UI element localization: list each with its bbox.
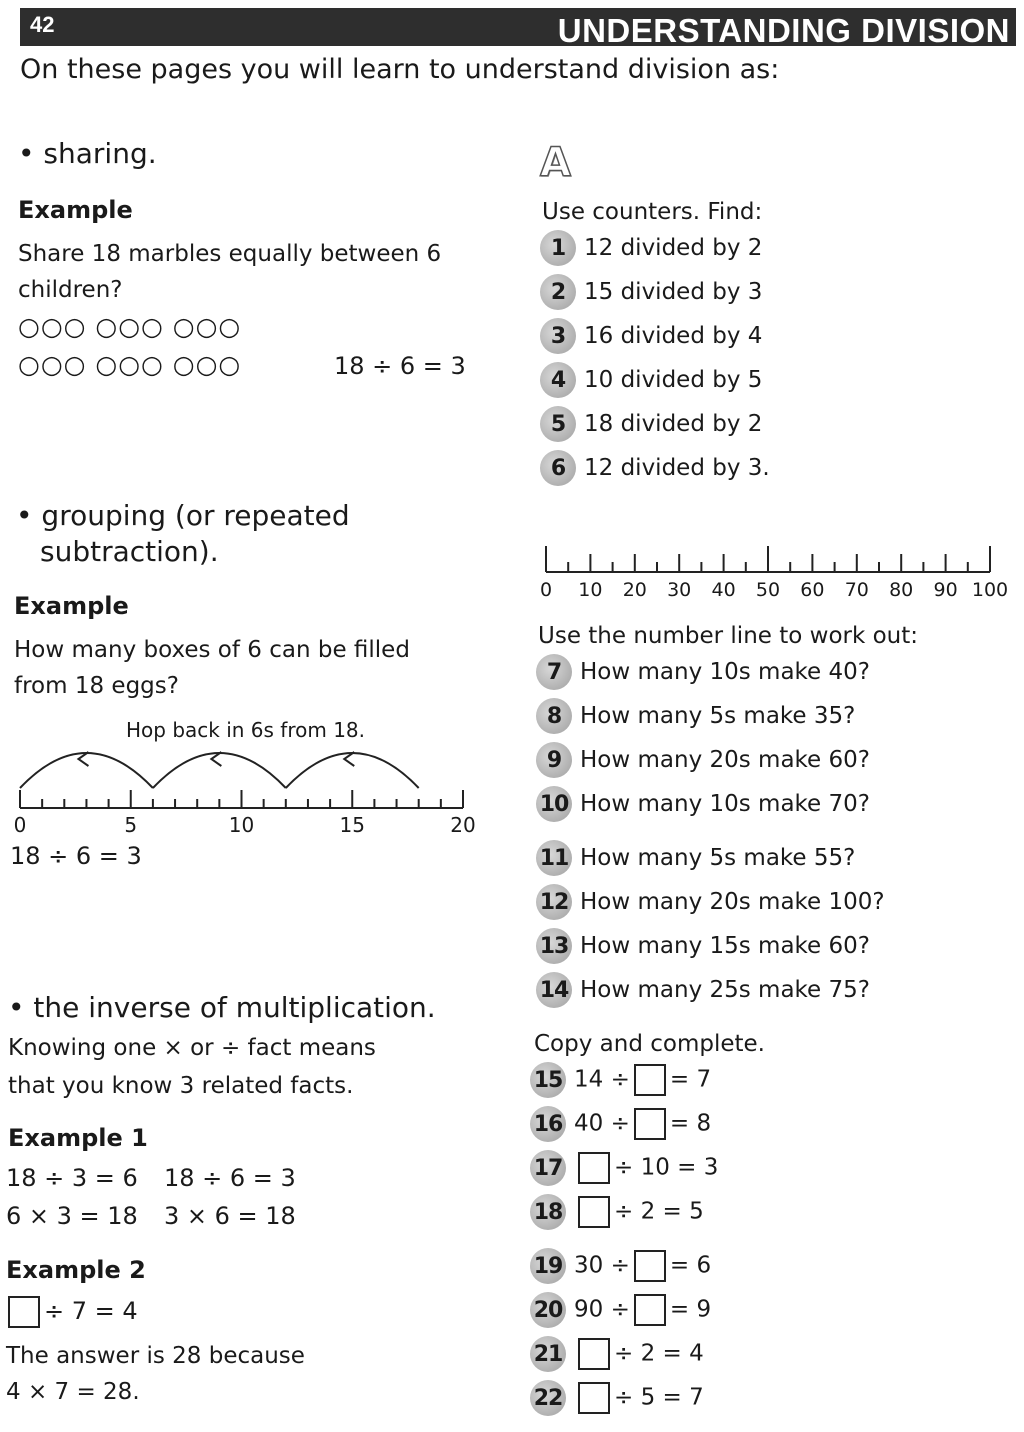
hundred-labels (540, 579, 1008, 601)
hundred-number-line (530, 540, 1020, 610)
question-text: 18 divided by 2 (584, 411, 763, 437)
grouping-equation: 18 ÷ 6 = 3 (10, 842, 142, 870)
question-number-badge: 14 (536, 972, 572, 1008)
question-text: How many 15s make 60? (580, 933, 870, 959)
hop-arc (286, 753, 419, 788)
tick-label: 0 (539, 579, 553, 601)
question-text (574, 1108, 711, 1140)
answer-box (8, 1296, 40, 1328)
question-13 (536, 926, 870, 966)
example2-equation: ÷ 7 = 4 (4, 1296, 138, 1328)
inverse-heading: • the inverse of multiplication. (8, 991, 436, 1024)
question-number-badge: 4 (540, 362, 576, 398)
page-number: 42 (30, 12, 55, 37)
hop-labels (14, 813, 476, 837)
marbles-row-1: ○○○ ○○○ ○○○ (18, 312, 242, 341)
question-text: How many 10s make 40? (580, 659, 870, 685)
question-19 (530, 1246, 711, 1286)
question-number-badge: 18 (530, 1194, 566, 1230)
question-text: 10 divided by 5 (584, 367, 763, 393)
question-number-badge: 17 (530, 1150, 566, 1186)
question-number-badge: 20 (530, 1292, 566, 1328)
question-11 (536, 838, 855, 878)
inverse-text-line1: Knowing one × or ÷ fact means (8, 1035, 376, 1061)
question-text (574, 1250, 711, 1282)
question-5 (540, 404, 762, 444)
example1-label: Example 1 (8, 1124, 148, 1152)
answer-box (634, 1294, 666, 1326)
question-6 (540, 448, 770, 488)
inverse-text-line2: that you know 3 related facts. (8, 1073, 354, 1099)
question-number-badge: 12 (536, 884, 572, 920)
fact-4: 3 × 6 = 18 (164, 1202, 296, 1230)
question-text (574, 1338, 704, 1370)
question-number-badge: 9 (536, 742, 572, 778)
question-number-badge: 21 (530, 1336, 566, 1372)
answer-box (578, 1152, 610, 1184)
tick-label: 70 (844, 579, 869, 601)
question-text (574, 1196, 704, 1228)
question-number-badge: 7 (536, 654, 572, 690)
question-number-badge: 1 (540, 230, 576, 266)
tick-label: 10 (228, 813, 255, 837)
expression-start: 14 ÷ (574, 1066, 630, 1093)
number-line-instruction: Use the number line to work out: (538, 623, 919, 649)
hundred-ticks (546, 546, 990, 572)
hop-ticks (20, 790, 463, 808)
question-number-badge: 11 (536, 840, 572, 876)
question-text: How many 25s make 75? (580, 977, 870, 1003)
question-number-badge: 5 (540, 406, 576, 442)
marbles-row-2: ○○○ ○○○ ○○○ (18, 350, 242, 379)
tick-label: 20 (622, 579, 647, 601)
question-number-badge: 22 (530, 1380, 566, 1416)
tick-label: 80 (889, 579, 914, 601)
question-text (574, 1294, 711, 1326)
hop-arc (20, 753, 153, 788)
question-text: How many 5s make 55? (580, 845, 856, 871)
question-10 (536, 784, 870, 824)
question-2 (540, 272, 762, 312)
answer-box (634, 1250, 666, 1282)
answer-box (578, 1382, 610, 1414)
sharing-heading: • sharing. (18, 137, 157, 170)
expression-end: ÷ 5 = 7 (614, 1384, 704, 1411)
hop-number-line (0, 740, 500, 850)
answer-box (634, 1064, 666, 1096)
expression-start: 90 ÷ (574, 1296, 630, 1323)
hop-label: Hop back in 6s from 18. (126, 718, 366, 742)
question-17 (530, 1148, 718, 1188)
question-15 (530, 1060, 711, 1100)
question-12 (536, 882, 885, 922)
section-a-instruction: Use counters. Find: (542, 199, 763, 225)
tick-label: 40 (711, 579, 736, 601)
tick-label: 5 (124, 813, 138, 837)
question-text (574, 1382, 704, 1414)
question-text: 15 divided by 3 (584, 279, 763, 305)
question-number-badge: 6 (540, 450, 576, 486)
question-7 (536, 652, 870, 692)
hop-arcs (20, 752, 419, 788)
tick-label: 60 (800, 579, 825, 601)
answer-line1: The answer is 28 because (6, 1343, 305, 1369)
tick-label: 90 (933, 579, 958, 601)
answer-line2: 4 × 7 = 28. (6, 1379, 140, 1405)
tick-label: 15 (339, 813, 365, 837)
expression-end: = 9 (669, 1296, 712, 1323)
tick-label: 30 (667, 579, 692, 601)
question-text: How many 20s make 100? (580, 889, 885, 915)
intro-text: On these pages you will learn to understand division as: (20, 54, 780, 85)
expression-end: ÷ 10 = 3 (614, 1154, 719, 1181)
example2-label: Example 2 (6, 1256, 146, 1284)
tick-label: 0 (13, 813, 27, 837)
question-text: How many 5s make 35? (580, 703, 856, 729)
question-9 (536, 740, 870, 780)
expression-start: 30 ÷ (574, 1252, 630, 1279)
tick-label: 100 (971, 579, 1009, 601)
question-text (574, 1064, 711, 1096)
question-number-badge: 10 (536, 786, 572, 822)
question-14 (536, 970, 870, 1010)
expression-end: = 8 (669, 1110, 712, 1137)
tick-label: 10 (578, 579, 603, 601)
question-8 (536, 696, 855, 736)
question-number-badge: 8 (536, 698, 572, 734)
question-1 (540, 228, 762, 268)
answer-box (578, 1338, 610, 1370)
expression-end: = 7 (669, 1066, 712, 1093)
expression-start: 40 ÷ (574, 1110, 630, 1137)
grouping-heading-line1: • grouping (or repeated (16, 499, 350, 532)
question-number-badge: 13 (536, 928, 572, 964)
grouping-heading-line2: subtraction). (40, 535, 219, 568)
page-title: UNDERSTANDING DIVISION (557, 12, 1010, 49)
question-number-badge: 19 (530, 1248, 566, 1284)
grouping-question-line2: from 18 eggs? (14, 673, 179, 699)
fact-3: 6 × 3 = 18 (6, 1202, 138, 1230)
question-number-badge: 3 (540, 318, 576, 354)
tick-label: 50 (755, 579, 781, 601)
sharing-example-label: Example (18, 196, 133, 224)
sharing-question-line1: Share 18 marbles equally between 6 (18, 241, 442, 267)
fact-2: 18 ÷ 6 = 3 (164, 1164, 296, 1192)
copy-complete-instruction: Copy and complete. (534, 1031, 765, 1057)
expression-end: ÷ 2 = 4 (614, 1340, 704, 1367)
sharing-equation: 18 ÷ 6 = 3 (334, 352, 466, 380)
question-number-badge: 2 (540, 274, 576, 310)
question-text (574, 1152, 718, 1184)
question-16 (530, 1104, 711, 1144)
question-text: 16 divided by 4 (584, 323, 763, 349)
question-21 (530, 1334, 704, 1374)
question-text: 12 divided by 3. (584, 455, 770, 481)
answer-box (578, 1196, 610, 1228)
sharing-question-line2: children? (18, 277, 123, 303)
question-3 (540, 316, 762, 356)
fact-1: 18 ÷ 3 = 6 (6, 1164, 138, 1192)
tick-label: 20 (450, 813, 476, 837)
grouping-example-label: Example (14, 592, 129, 620)
expression-end: ÷ 2 = 5 (614, 1198, 704, 1225)
question-text: 12 divided by 2 (584, 235, 763, 261)
answer-box (634, 1108, 666, 1140)
question-number-badge: 15 (530, 1062, 566, 1098)
question-22 (530, 1378, 704, 1418)
grouping-question-line1: How many boxes of 6 can be filled (14, 637, 410, 663)
expression-end: = 6 (669, 1252, 712, 1279)
question-4 (540, 360, 762, 400)
question-text: How many 20s make 60? (580, 747, 870, 773)
question-18 (530, 1192, 704, 1232)
hop-arc (153, 753, 286, 788)
question-number-badge: 16 (530, 1106, 566, 1142)
question-text: How many 10s make 70? (580, 791, 870, 817)
section-letter-a: A (540, 140, 571, 186)
question-20 (530, 1290, 711, 1330)
